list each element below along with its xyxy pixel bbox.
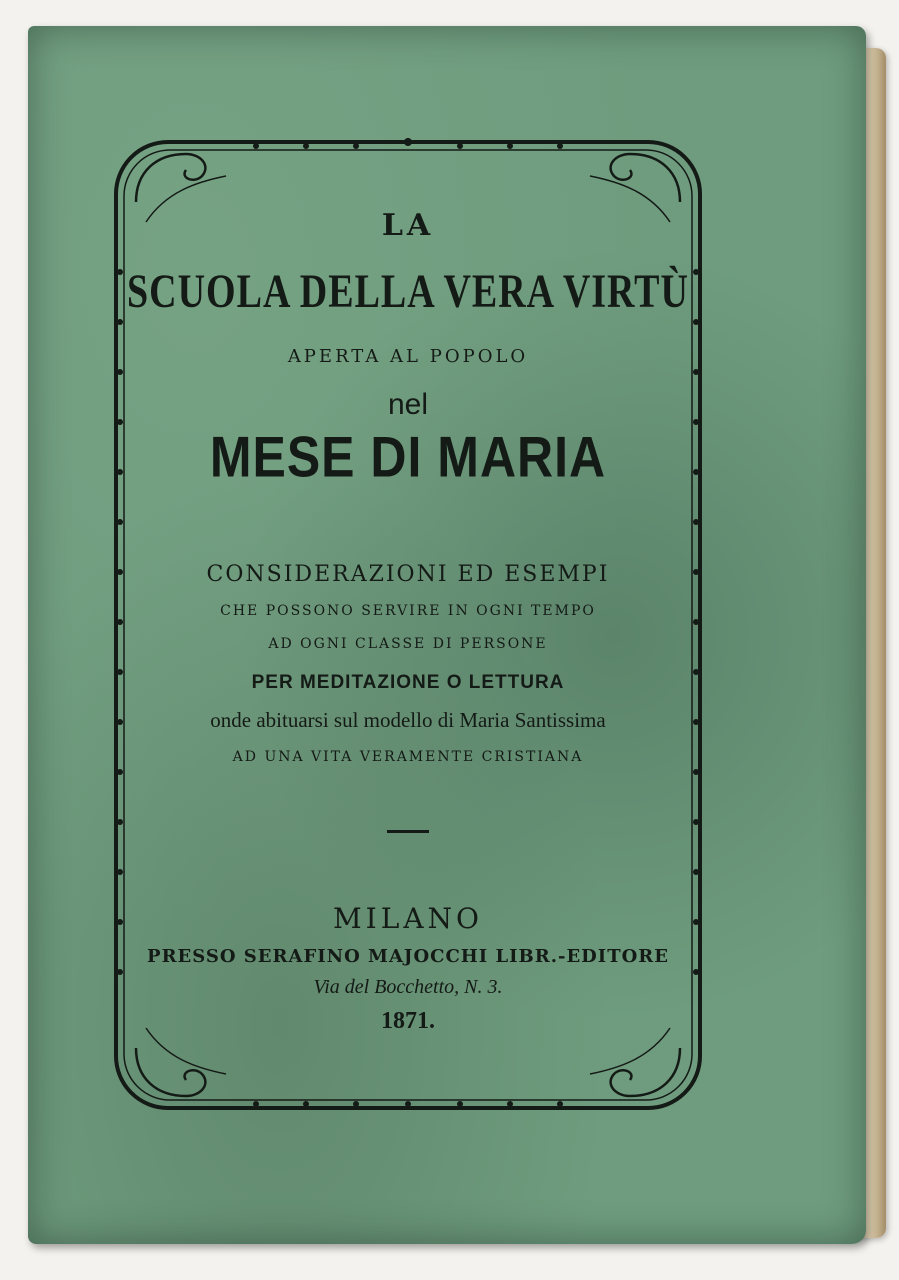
feature-title: MESE DI MARIA — [209, 424, 607, 490]
subtitle-nel: nel — [387, 388, 429, 421]
description-heading: CONSIDERAZIONI ED ESEMPI — [206, 562, 610, 587]
subtitle-aperta: APERTA AL POPOLO — [287, 346, 529, 367]
imprint-publisher: PRESSO SERAFINO MAJOCCHI LIBR.-EDITORE — [147, 946, 669, 967]
imprint-year: 1871. — [381, 1008, 435, 1034]
title-article: LA — [381, 208, 435, 243]
description-line-1: CHE POSSONO SERVIRE IN OGNI TEMPO — [220, 603, 596, 619]
main-title: SCUOLA DELLA VERA VIRTÙ — [127, 265, 689, 319]
description-line-4: onde abituarsi sul modello di Maria Santissima — [210, 708, 606, 732]
description-line-5: AD UNA VITA VERAMENTE CRISTIANA — [232, 749, 584, 765]
description-line-3: PER MEDITAZIONE O LETTURA — [251, 672, 565, 693]
description-line-2: AD OGNI CLASSE DI PERSONE — [268, 636, 548, 652]
imprint-city: MILANO — [333, 902, 483, 935]
divider-rule — [387, 830, 429, 833]
imprint-address: Via del Bocchetto, N. 3. — [313, 976, 503, 998]
